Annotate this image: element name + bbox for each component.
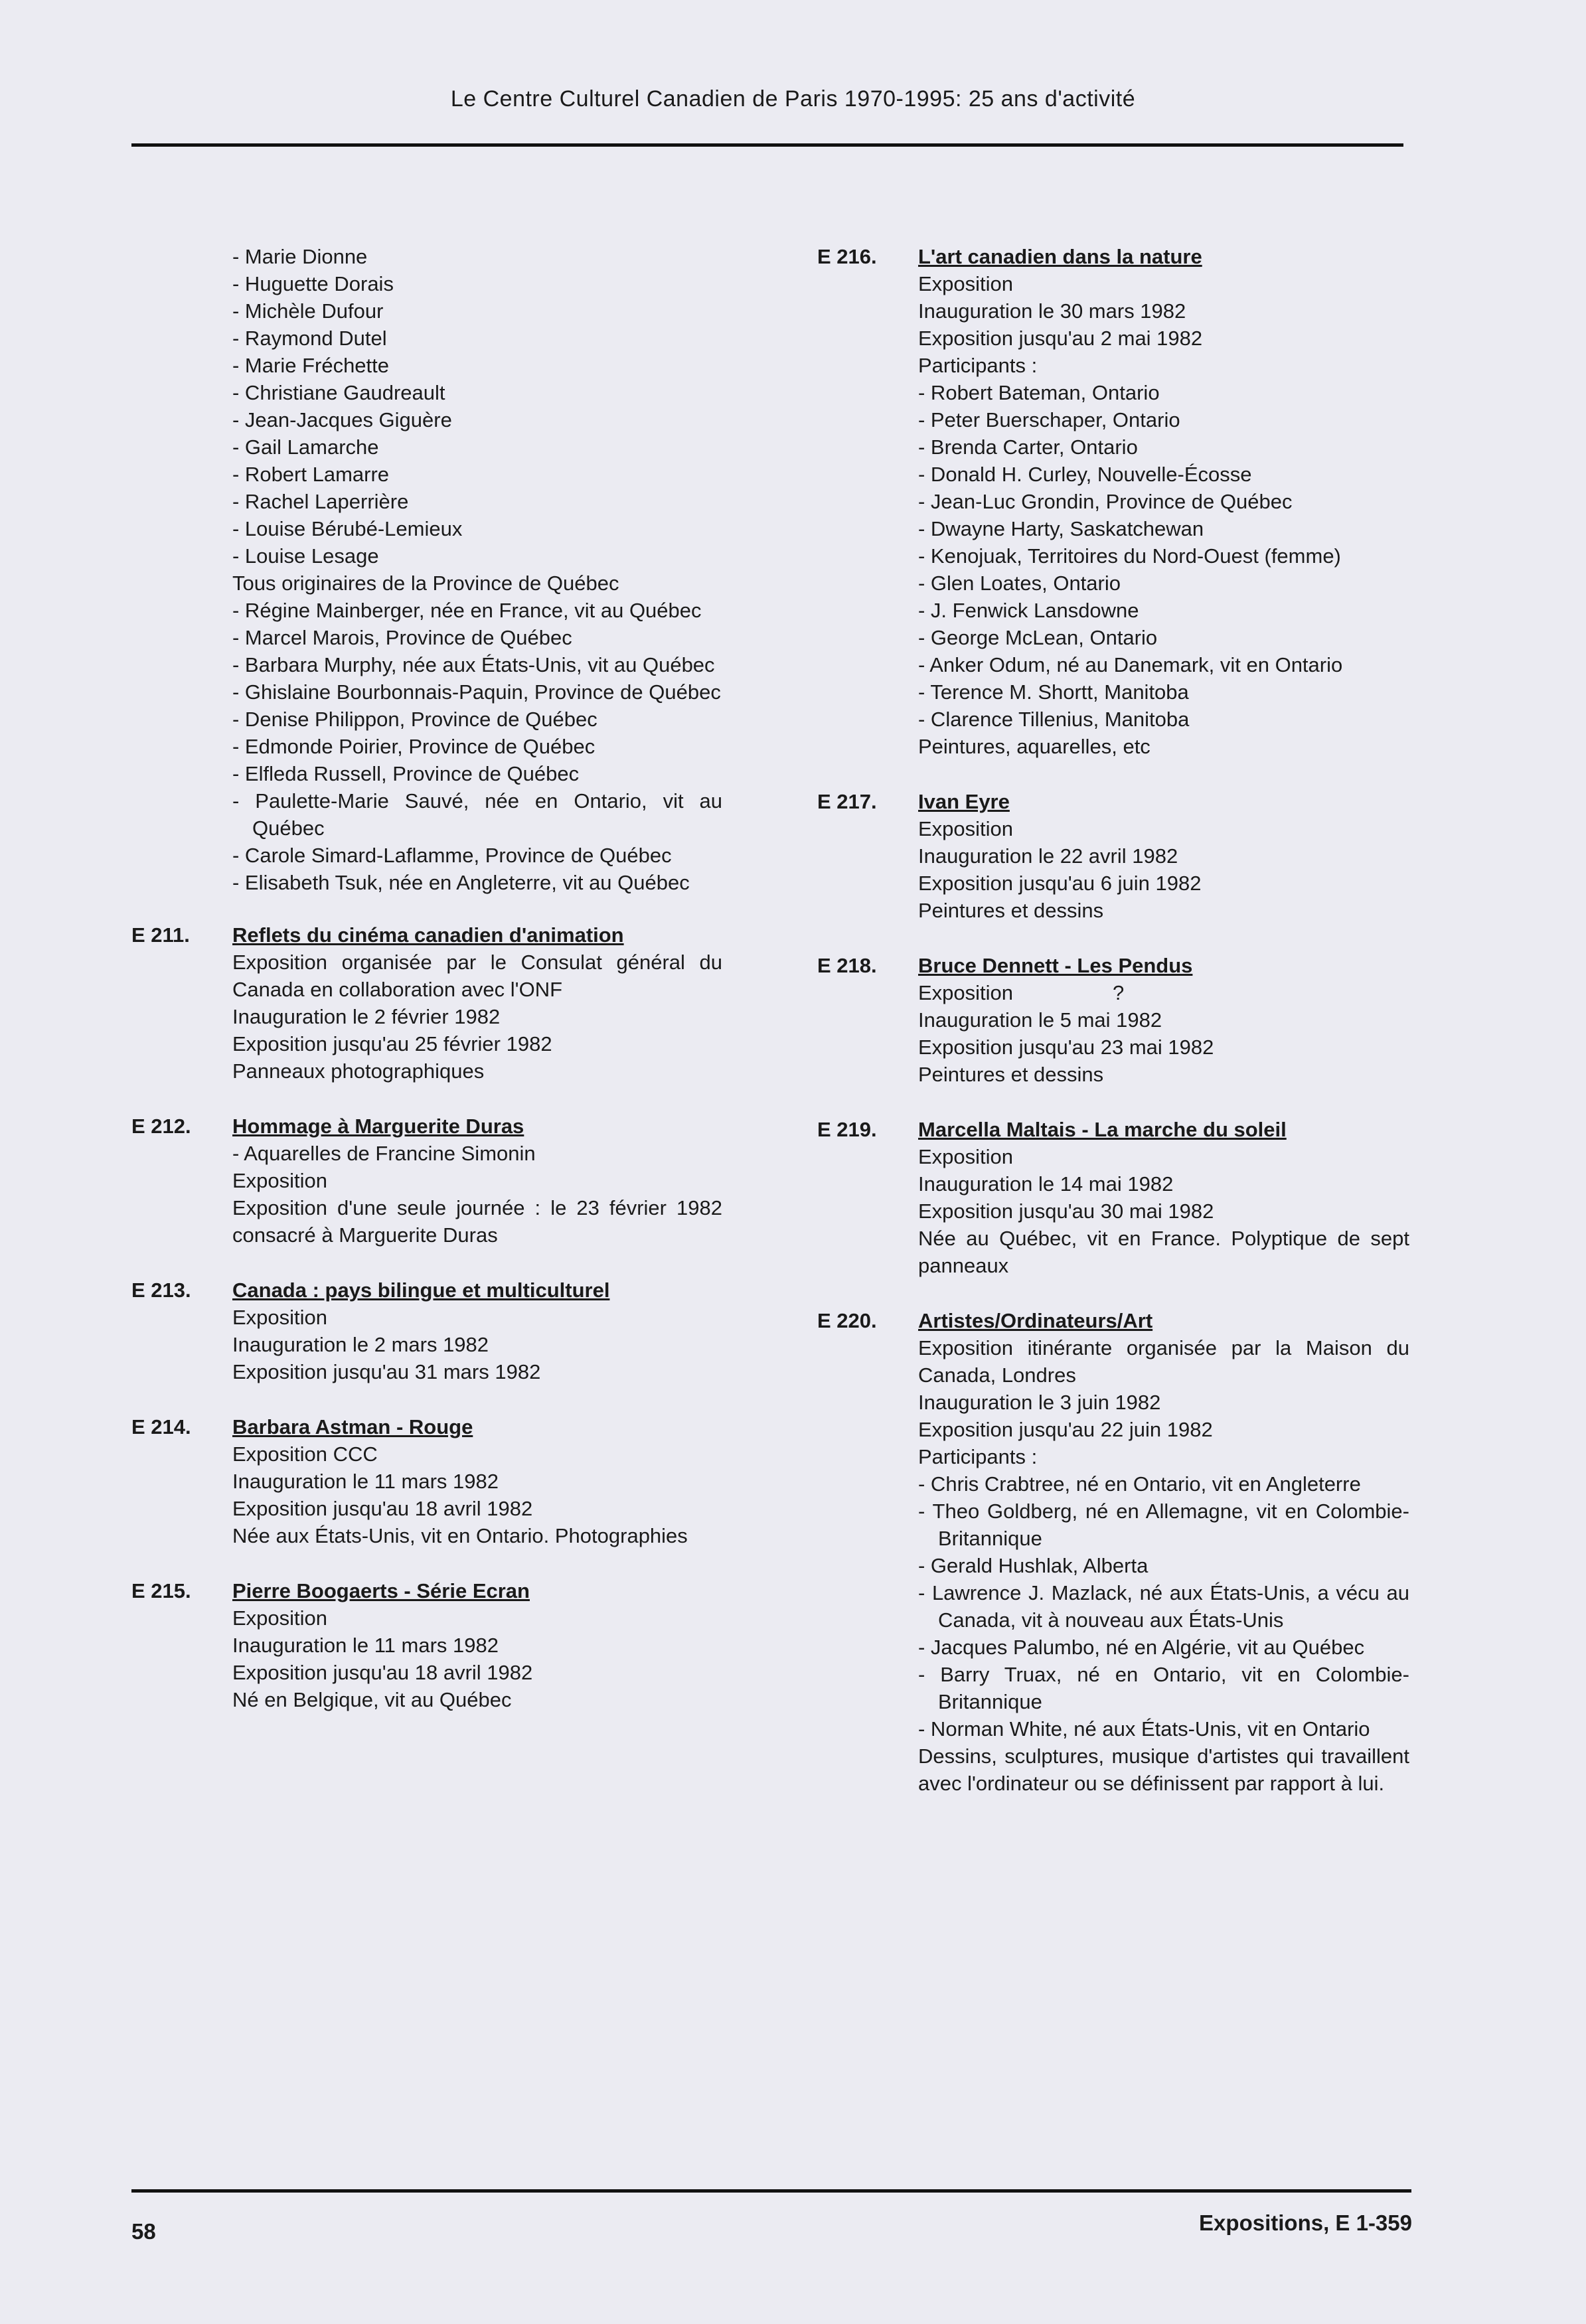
list-item: - Raymond Dutel	[232, 327, 387, 350]
list-item: - Kenojuak, Territoires du Nord-Ouest (femme)	[918, 544, 1341, 568]
list-item: - Michèle Dufour	[232, 299, 384, 323]
entry-e220	[817, 1307, 1409, 1797]
entry-line: Née aux États-Unis, vit en Ontario. Photographies	[232, 1524, 688, 1547]
entry-line: Participants :	[918, 1445, 1038, 1468]
entry-number: E 214.	[131, 1415, 191, 1438]
entry-number: E 216.	[817, 245, 877, 268]
list-item: - Norman White, né aux États-Unis, vit en Ontario	[918, 1717, 1370, 1741]
question-mark: ?	[1113, 981, 1125, 1004]
entry-line: Exposition jusqu'au 22 juin 1982	[918, 1418, 1213, 1441]
list-item: - Jean-Jacques Giguère	[232, 408, 452, 431]
entry-line: Peintures, aquarelles, etc	[918, 735, 1150, 758]
entry-line: Exposition	[232, 1169, 328, 1192]
list-item: - Robert Lamarre	[232, 463, 390, 486]
list-item: - Jacques Palumbo, né en Algérie, vit au Québec	[918, 1636, 1365, 1659]
entry-line: Inauguration le 14 mai 1982	[918, 1172, 1174, 1196]
list-item: - Terence M. Shortt, Manitoba	[918, 680, 1189, 704]
list-item: - Donald H. Curley, Nouvelle-Écosse	[918, 463, 1252, 486]
list-item: - Marcel Marois, Province de Québec	[232, 626, 572, 649]
entry-e214	[131, 1413, 722, 1549]
entry-line: Exposition	[918, 981, 1014, 1004]
list-item: - Edmonde Poirier, Province de Québec	[232, 735, 595, 758]
list-item: - Lawrence J. Mazlack, né aux États-Unis, a vécu au Canada, vit à nouveau aux États-Unis	[918, 1581, 1409, 1632]
entry-line: Exposition itinérante organisée par la Maison du Canada, Londres	[918, 1336, 1409, 1387]
list-item: - Anker Odum, né au Danemark, vit en Ontario	[918, 653, 1343, 676]
list-item: - Barry Truax, né en Ontario, vit en Colombie-Britannique	[918, 1663, 1409, 1713]
footer-rule	[131, 2189, 1411, 2193]
entry-number: E 220.	[817, 1309, 877, 1332]
right-column	[817, 243, 1409, 1825]
entry-e218	[817, 952, 1409, 1088]
list-item: - Marie Dionne	[232, 245, 368, 268]
list-item: - Marie Fréchette	[232, 354, 390, 377]
entry-line: Exposition	[918, 817, 1014, 840]
entry-line: Inauguration le 11 mars 1982	[232, 1470, 499, 1493]
entry-line: Exposition d'une seule journée : le 23 février 1982 consacré à Marguerite Duras	[232, 1196, 722, 1247]
entry-title: Canada : pays bilingue et multiculturel	[232, 1278, 610, 1302]
entry-title: Artistes/Ordinateurs/Art	[918, 1309, 1153, 1332]
entry-line: Née au Québec, vit en France. Polyptique de sept panneaux	[918, 1227, 1409, 1277]
list-item: - Gerald Hushlak, Alberta	[918, 1554, 1149, 1577]
entry-line: Exposition CCC	[232, 1442, 378, 1466]
entry-e212	[131, 1113, 722, 1249]
entry-e215	[131, 1577, 722, 1713]
entry-line: Inauguration le 2 février 1982	[232, 1005, 501, 1028]
entry-title: Pierre Boogaerts - Série Ecran	[232, 1579, 530, 1602]
entry-line: Exposition jusqu'au 25 février 1982	[232, 1032, 552, 1055]
entry-number: E 219.	[817, 1118, 877, 1141]
entry-title: Hommage à Marguerite Duras	[232, 1115, 524, 1138]
entry-line: Inauguration le 30 mars 1982	[918, 299, 1186, 323]
entry-title: Marcella Maltais - La marche du soleil	[918, 1118, 1287, 1141]
entry-number: E 217.	[817, 790, 877, 813]
list-item: - Elfleda Russell, Province de Québec	[232, 762, 580, 785]
entry-line: Participants :	[918, 354, 1038, 377]
entry-line: Inauguration le 11 mars 1982	[232, 1634, 499, 1657]
entry-title: Ivan Eyre	[918, 790, 1010, 813]
entry-line: Exposition jusqu'au 30 mai 1982	[918, 1200, 1214, 1223]
entry-number: E 213.	[131, 1278, 191, 1302]
entry-line: Inauguration le 5 mai 1982	[918, 1008, 1162, 1032]
entry-line: Exposition jusqu'au 23 mai 1982	[918, 1036, 1214, 1059]
list-item: - Jean-Luc Grondin, Province de Québec	[918, 490, 1293, 513]
list-item: - Elisabeth Tsuk, née en Angleterre, vit au Québec	[232, 871, 690, 894]
list-item: - Dwayne Harty, Saskatchewan	[918, 517, 1204, 540]
list-item: - Barbara Murphy, née aux États-Unis, vit au Québec	[232, 653, 715, 676]
header-rule	[131, 143, 1403, 147]
entry-line: Peintures et dessins	[918, 899, 1104, 922]
entry-line: Né en Belgique, vit au Québec	[232, 1688, 512, 1711]
list-item: - George McLean, Ontario	[918, 626, 1158, 649]
left-column	[131, 243, 722, 1741]
entry-title: Reflets du cinéma canadien d'animation	[232, 923, 624, 947]
entry-title: L'art canadien dans la nature	[918, 245, 1202, 268]
list-item: - Louise Lesage	[232, 544, 379, 568]
entry-e213	[131, 1277, 722, 1385]
entry-line: Exposition	[918, 272, 1014, 295]
entry-line: Exposition jusqu'au 31 mars 1982	[232, 1360, 541, 1383]
list-item: - Robert Bateman, Ontario	[918, 381, 1160, 404]
list-item: - Régine Mainberger, née en France, vit au Québec	[232, 599, 702, 622]
list-item: - Ghislaine Bourbonnais-Paquin, Province de Québec	[232, 680, 721, 704]
entry-line-with-mark	[918, 979, 1409, 1006]
list-item: - Huguette Dorais	[232, 272, 394, 295]
entry-number: E 218.	[817, 954, 877, 977]
entry-title: Bruce Dennett - Les Pendus	[918, 954, 1193, 977]
list-item: - Gail Lamarche	[232, 435, 379, 459]
origin-note: Tous originaires de la Province de Québec	[232, 572, 619, 595]
list-item: - Christiane Gaudreault	[232, 381, 445, 404]
entry-line: Exposition jusqu'au 6 juin 1982	[918, 872, 1202, 895]
entry-number: E 212.	[131, 1115, 191, 1138]
entry-title: Barbara Astman - Rouge	[232, 1415, 473, 1438]
entry-line: Exposition	[232, 1306, 328, 1329]
list-item: - Chris Crabtree, né en Ontario, vit en Angleterre	[918, 1472, 1361, 1496]
entry-e211	[131, 921, 722, 1085]
entry-line: Peintures et dessins	[918, 1063, 1104, 1086]
list-item: - Theo Goldberg, né en Allemagne, vit en Colombie-Britannique	[918, 1500, 1409, 1550]
list-item: - Carole Simard-Laflamme, Province de Québec	[232, 844, 672, 867]
list-item: - Clarence Tillenius, Manitoba	[918, 708, 1190, 731]
list-item: - J. Fenwick Lansdowne	[918, 599, 1139, 622]
section-label: Expositions, E 1-359	[1199, 2210, 1412, 2235]
running-header: Le Centre Culturel Canadien de Paris 1970-1995: 25 ans d'activité	[450, 86, 1136, 112]
entry-e216	[817, 243, 1409, 760]
list-item: - Peter Buerschaper, Ontario	[918, 408, 1180, 431]
list-item: - Denise Philippon, Province de Québec	[232, 708, 597, 731]
list-item: - Brenda Carter, Ontario	[918, 435, 1138, 459]
entry-number: E 215.	[131, 1579, 191, 1602]
entry-line: Exposition organisée par le Consulat général du Canada en collaboration avec l'ONF	[232, 951, 722, 1001]
list-item: - Louise Bérubé-Lemieux	[232, 517, 463, 540]
entry-line: Inauguration le 2 mars 1982	[232, 1333, 489, 1356]
entry-line: Panneaux photographiques	[232, 1059, 485, 1083]
entry-line: Exposition	[918, 1145, 1014, 1168]
entry-line: Exposition jusqu'au 18 avril 1982	[232, 1661, 533, 1684]
continued-participant-list	[232, 243, 722, 896]
entry-number: E 211.	[131, 923, 190, 947]
list-item: - Paulette-Marie Sauvé, née en Ontario, vit au Québec	[232, 789, 722, 840]
entry-line: Inauguration le 22 avril 1982	[918, 844, 1178, 868]
entry-line: Inauguration le 3 juin 1982	[918, 1391, 1161, 1414]
entry-e217	[817, 788, 1409, 924]
entry-line: - Aquarelles de Francine Simonin	[232, 1142, 536, 1165]
entry-e219	[817, 1116, 1409, 1279]
page-number: 58	[131, 2219, 156, 2244]
entry-line: Exposition jusqu'au 2 mai 1982	[918, 327, 1203, 350]
entry-line: Dessins, sculptures, musique d'artistes qui travaillent avec l'ordinateur ou se définissent par rapport à lui.	[918, 1744, 1409, 1795]
entry-line: Exposition	[232, 1606, 328, 1630]
list-item: - Glen Loates, Ontario	[918, 572, 1121, 595]
entry-line: Exposition jusqu'au 18 avril 1982	[232, 1497, 533, 1520]
list-item: - Rachel Laperrière	[232, 490, 409, 513]
